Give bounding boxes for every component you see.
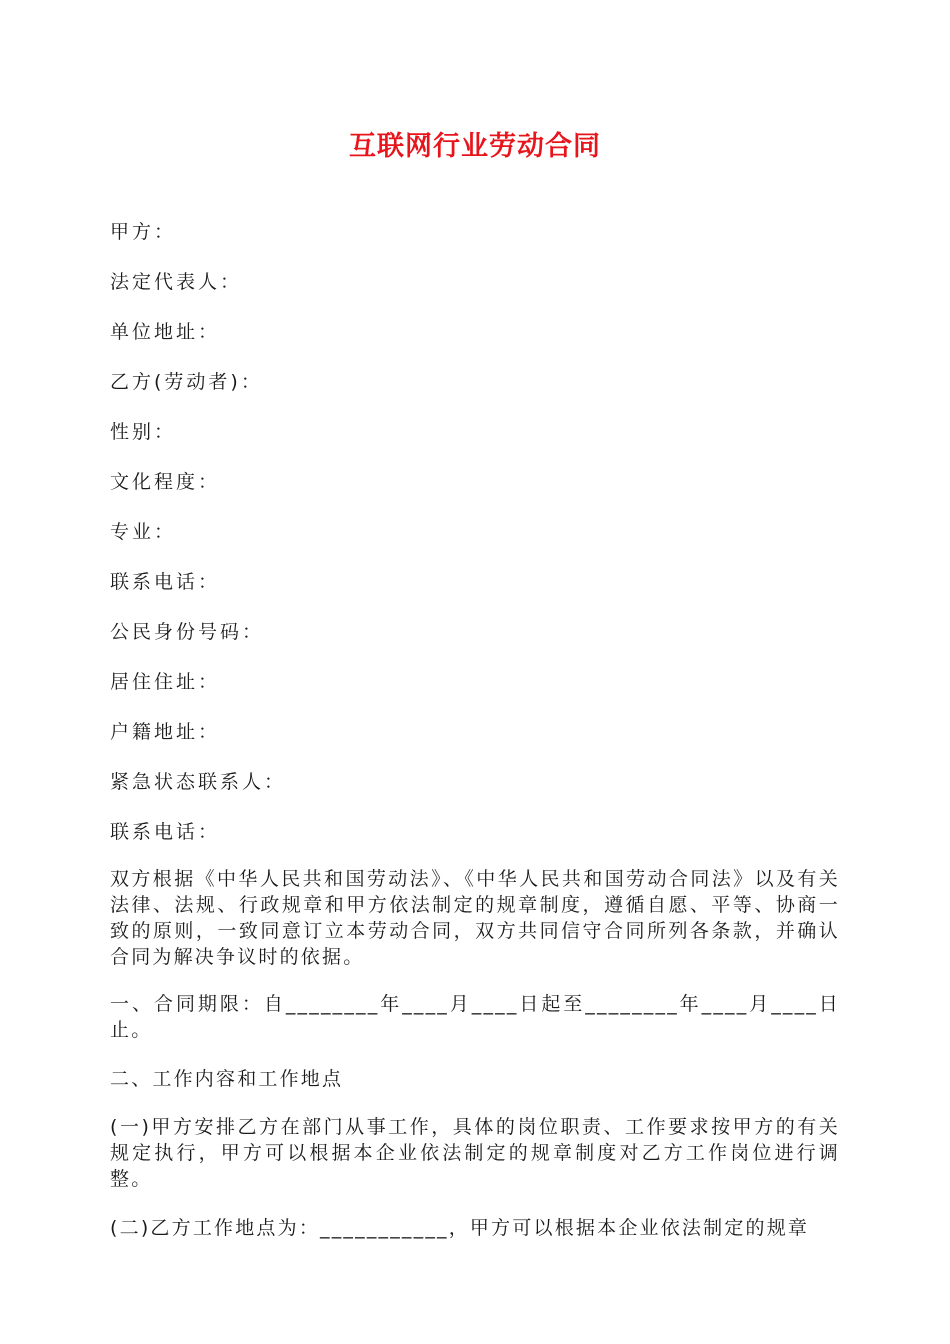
field-emergency-contact: 紧急状态联系人： (110, 771, 287, 793)
document-title: 互联网行业劳动合同 (349, 131, 601, 162)
paragraph-preamble: 双方根据《中华人民共和国劳动法》、《中华人民共和国劳动合同法》以及有关法律、法规、行政规章和甲方依法制定的规章制度，遵循自愿、平等、协商一致的原则，一致同意订立本劳动合同，双方共同信守合同所列各条款，并确认合同为解决争议时的依据。 (110, 868, 840, 968)
field-gender: 性别： (110, 421, 177, 443)
field-emergency-phone: 联系电话： (110, 821, 221, 843)
paragraph-work-location: (二)乙方工作地点为：___________，甲方可以根据本企业依法制定的规章 (110, 1217, 810, 1239)
field-household-address: 户籍地址： (110, 721, 221, 743)
field-id-number: 公民身份号码： (110, 621, 265, 643)
paragraph-section-heading: 二、工作内容和工作地点 (110, 1068, 344, 1090)
field-residence-address: 居住住址： (110, 671, 221, 693)
field-party-b: 乙方(劳动者)： (110, 371, 263, 393)
field-legal-representative: 法定代表人： (110, 271, 243, 293)
field-party-a: 甲方： (110, 221, 177, 243)
paragraph-job-content: (一)甲方安排乙方在部门从事工作，具体的岗位职责、工作要求按甲方的有关规定执行，甲方可以根据本企业依法制定的规章制度对乙方工作岗位进行调整。 (110, 1116, 840, 1190)
paragraph-contract-term: 一、合同期限：自________年____月____日起至________年____月____日止。 (110, 993, 840, 1041)
field-education: 文化程度： (110, 471, 221, 493)
field-major: 专业： (110, 521, 177, 543)
field-company-address: 单位地址： (110, 321, 221, 343)
field-phone: 联系电话： (110, 571, 221, 593)
